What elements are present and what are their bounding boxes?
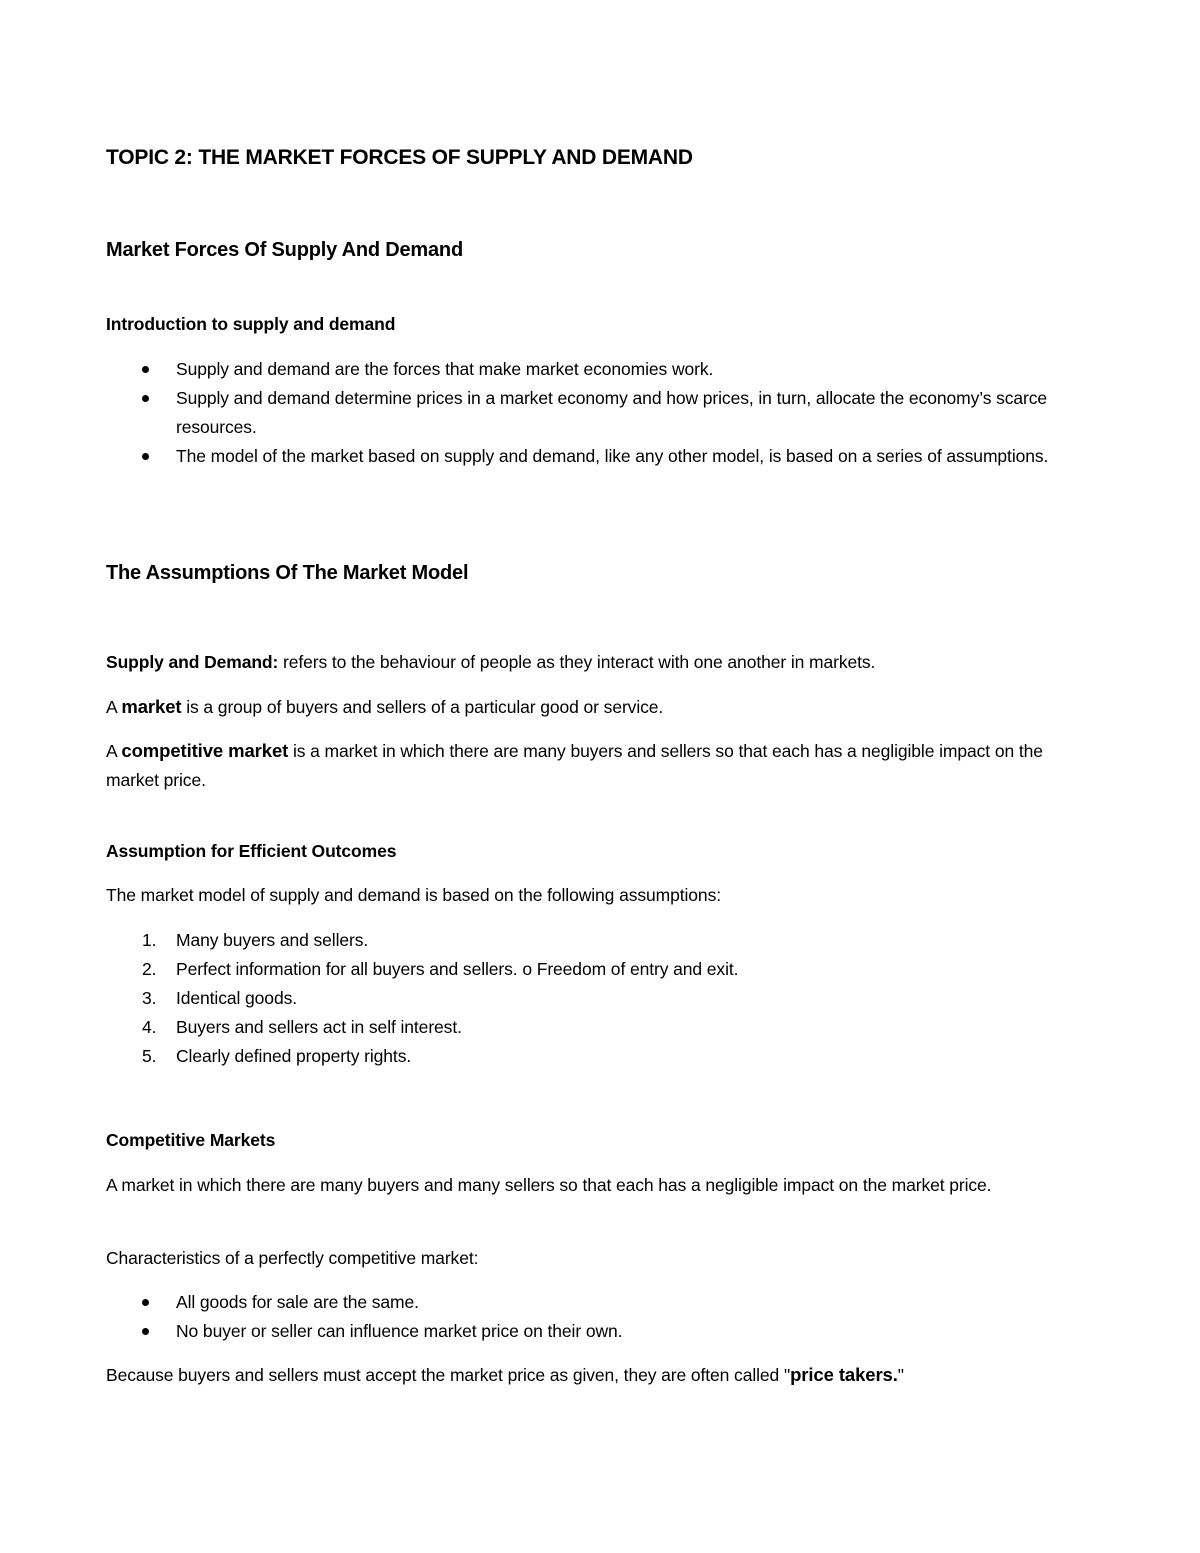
characteristics-intro: Characteristics of a perfectly competitive market:: [106, 1248, 479, 1268]
list-item: [106, 926, 1066, 955]
list-item-text: Many buyers and sellers.: [176, 930, 369, 950]
price-takers-paragraph: [106, 1360, 904, 1390]
competitive-market-definition: A market in which there are many buyers and many sellers so that each has a negligible impact on the market price.: [106, 1175, 992, 1195]
list-item: [106, 984, 1066, 1013]
paragraph-text: Because buyers and sellers must accept the market price as given, they are often called ": [106, 1365, 791, 1385]
list-number: 1.: [142, 930, 157, 950]
list-item: [106, 442, 1066, 471]
list-number: 4.: [142, 1017, 157, 1037]
definition-term: Supply and Demand:: [106, 652, 279, 672]
price-takers-term: price takers.: [790, 1364, 898, 1385]
document-title: TOPIC 2: THE MARKET FORCES OF SUPPLY AND DEMAND: [106, 146, 693, 169]
list-item-text: Clearly defined property rights.: [176, 1046, 412, 1066]
list-number: 3.: [142, 988, 157, 1008]
list-item: [106, 1288, 1066, 1317]
list-number: 2.: [142, 959, 157, 979]
list-item: [106, 384, 1066, 442]
closing-quote: ": [897, 1365, 904, 1385]
list-item-text: All goods for sale are the same.: [176, 1292, 419, 1312]
subheading-competitive-markets: Competitive Markets: [106, 1130, 276, 1150]
list-item-text: Supply and demand are the forces that make market economies work.: [176, 359, 714, 379]
subheading-efficient-outcomes: Assumption for Efficient Outcomes: [106, 841, 397, 861]
definition-market: [106, 692, 663, 722]
list-item: [106, 1013, 1066, 1042]
list-item-text: Perfect information for all buyers and sellers. o Freedom of entry and exit.: [176, 959, 739, 979]
assumptions-intro: The market model of supply and demand is based on the following assumptions:: [106, 885, 721, 905]
list-number: 5.: [142, 1046, 157, 1066]
list-item-text: Identical goods.: [176, 988, 297, 1008]
assumptions-numbered-list: [106, 926, 1066, 1071]
definition-competitive-market: [106, 736, 1066, 795]
subheading-introduction: Introduction to supply and demand: [106, 314, 396, 334]
intro-bullet-list: [106, 355, 1066, 471]
definition-prefix: A: [106, 741, 122, 761]
list-item: [106, 355, 1066, 384]
list-item-text: No buyer or seller can influence market price on their own.: [176, 1321, 623, 1341]
list-item: [106, 955, 1066, 984]
section-heading-assumptions: The Assumptions Of The Market Model: [106, 562, 469, 584]
definition-term: market: [121, 696, 182, 717]
definition-text: is a group of buyers and sellers of a particular good or service.: [181, 697, 664, 717]
list-item: [106, 1317, 1066, 1346]
definition-text: is a market in which there are many buyers and sellers so that each has a negligible impact on the market price.: [106, 741, 1043, 790]
definition-prefix: A: [106, 697, 122, 717]
section-heading-market-forces: Market Forces Of Supply And Demand: [106, 239, 463, 261]
definition-text: refers to the behaviour of people as they interact with one another in markets.: [278, 652, 876, 672]
list-item-text: The model of the market based on supply and demand, like any other model, is based on a series of assumptions.: [176, 446, 1049, 466]
definition-supply-demand: [106, 648, 875, 677]
definition-term: competitive market: [121, 740, 289, 761]
list-item-text: Buyers and sellers act in self interest.: [176, 1017, 462, 1037]
list-item: [106, 1042, 1066, 1071]
characteristics-bullet-list: [106, 1288, 1066, 1346]
list-item-text: Supply and demand determine prices in a market economy and how prices, in turn, allocate the economy’s scarce resources.: [176, 388, 1048, 437]
